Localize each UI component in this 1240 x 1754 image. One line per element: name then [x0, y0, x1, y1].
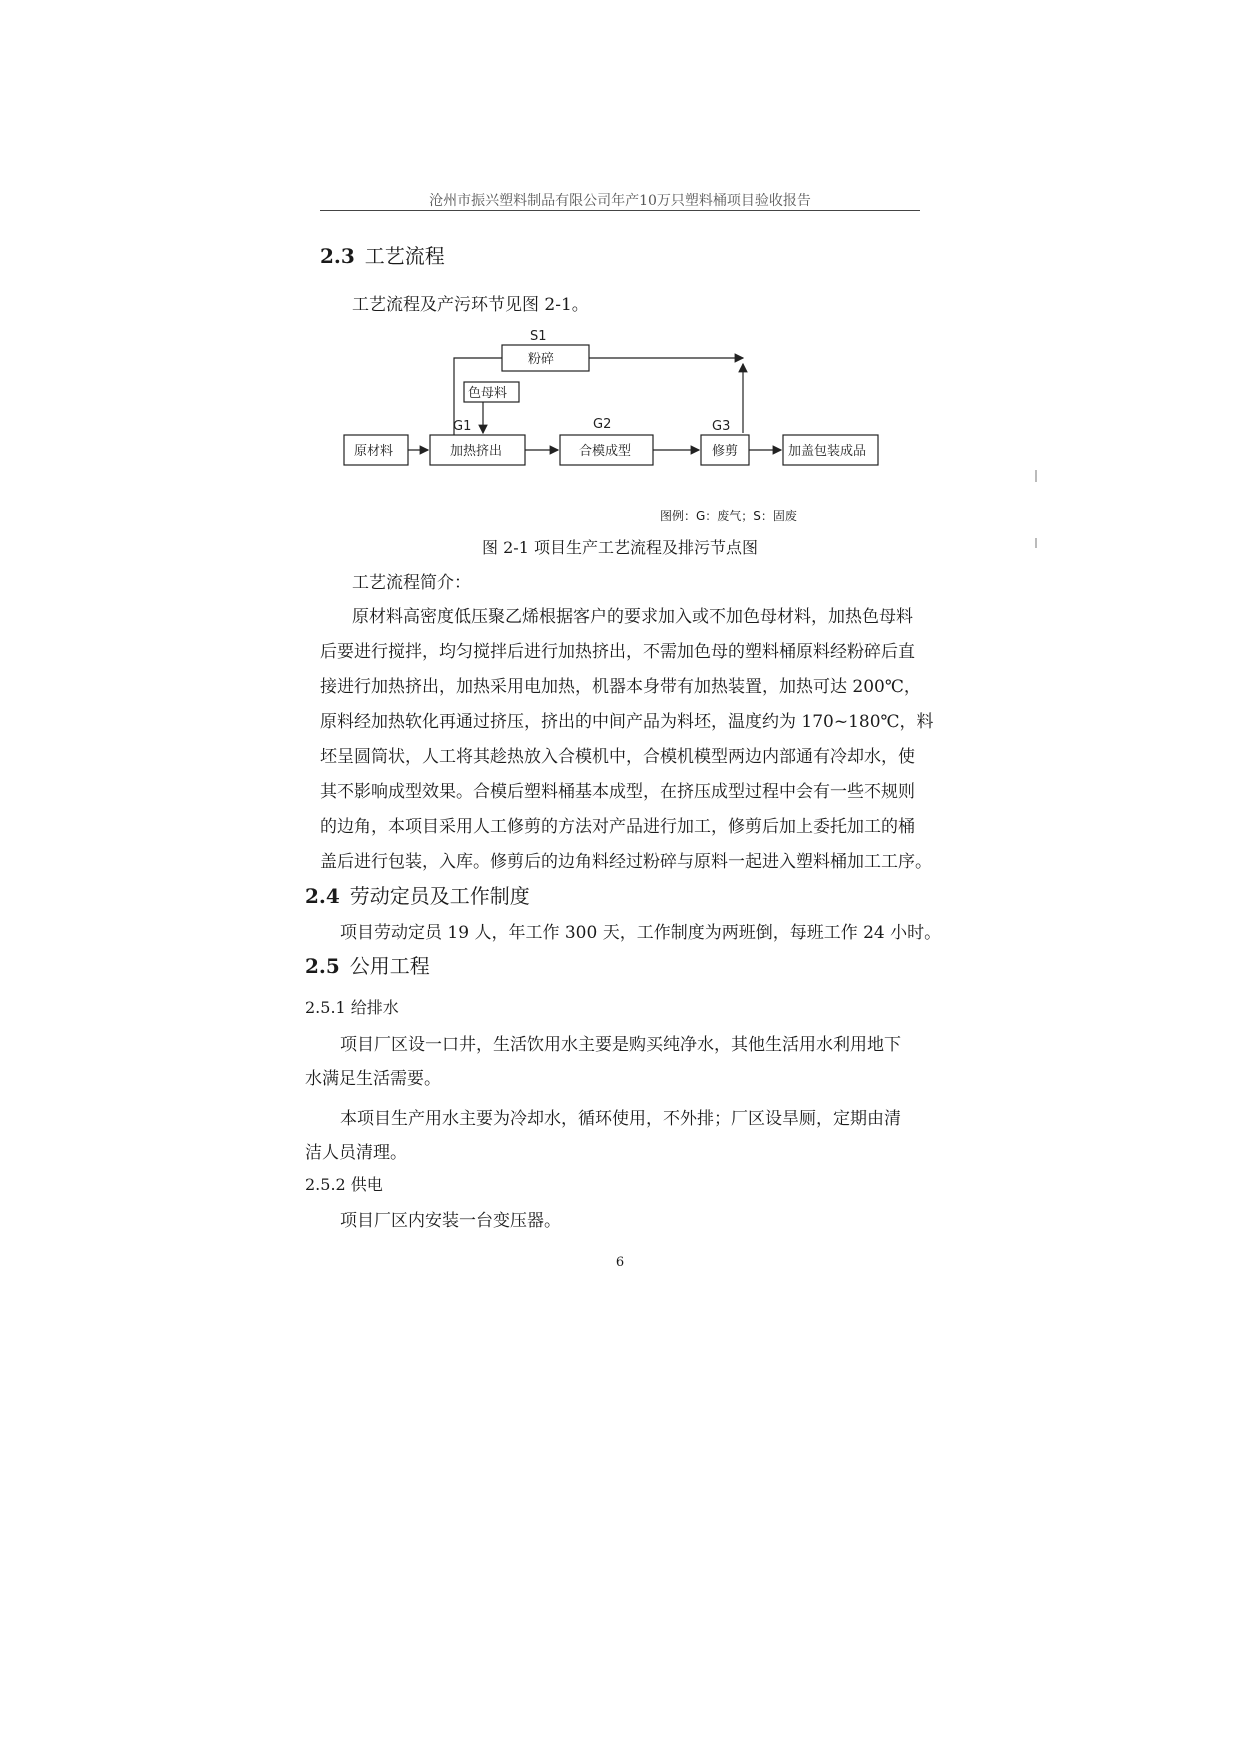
header-title: 沧州市振兴塑料制品有限公司年产10万只塑料桶项目验收报告: [429, 193, 811, 209]
label-s1: S1: [530, 329, 547, 344]
brief-line: 原材料高密度低压聚乙烯根据客户的要求加入或不加色母材料，加热色母料: [352, 607, 913, 627]
brief-line: 原料经加热软化再通过挤压，挤出的中间产品为料坯，温度约为 170~180℃，料: [320, 712, 934, 732]
brief-line: 后要进行搅拌，均匀搅拌后进行加热挤出，不需加色母的塑料桶原料经粉碎后直: [320, 642, 915, 662]
water-para-2-line: 洁人员清理。: [305, 1143, 407, 1163]
node-color: 色母料: [468, 386, 508, 401]
section-2-3-heading: [320, 240, 445, 269]
figure-caption: 图 2-1 项目生产工艺流程及排污节点图: [482, 538, 758, 557]
page-number: 6: [615, 1255, 625, 1270]
section-number: 2.5: [305, 954, 340, 978]
section-number: 2.3: [320, 244, 355, 268]
section-title: 劳动定员及工作制度: [349, 884, 530, 908]
process-flow-diagram: [354, 328, 890, 528]
power-text: 项目厂区内安装一台变压器。: [340, 1211, 561, 1231]
brief-line: 坯呈圆筒状，人工将其趁热放入合模机中，合模机模型两边内部通有冷却水，使: [320, 747, 915, 767]
header-rule: [320, 210, 920, 211]
brief-line: 的边角，本项目采用人工修剪的方法对产品进行加工，修剪后加上委托加工的桶: [320, 817, 915, 837]
section-title: 工艺流程: [364, 244, 445, 268]
subsection-2-5-2-heading: 2.5.2 供电: [305, 1175, 383, 1194]
figure-legend: 图例：G：废气；S：固废: [660, 509, 797, 523]
section-number: 2.4: [305, 884, 340, 908]
label-g2: G2: [593, 417, 612, 432]
water-para-2-line: 本项目生产用水主要为冷却水，循环使用，不外排；厂区设旱厕，定期由清: [340, 1109, 901, 1129]
section-intro: 工艺流程及产污环节见图 2-1。: [352, 295, 589, 315]
scan-artifact: [1035, 470, 1037, 482]
section-2-5-heading: [305, 950, 430, 979]
section-title: 公用工程: [349, 954, 430, 978]
brief-line: 接进行加热挤出，加热采用电加热，机器本身带有加热装置，加热可达 200℃，: [320, 677, 921, 697]
node-extrude: 加热挤出: [450, 444, 503, 459]
subsection-2-5-1-heading: 2.5.1 给排水: [305, 998, 399, 1017]
section-2-4-text: 项目劳动定员 19 人，年工作 300 天，工作制度为两班倒，每班工作 24 小时。: [340, 923, 942, 943]
water-para-1-line: 项目厂区设一口井，生活饮用水主要是购买纯净水，其他生活用水利用地下: [340, 1035, 901, 1055]
scan-artifact: [1035, 538, 1037, 548]
brief-line: 其不影响成型效果。合模后塑料桶基本成型，在挤压成型过程中会有一些不规则: [320, 782, 915, 802]
node-product: 加盖包装成品: [788, 444, 867, 459]
node-raw: 原材料: [354, 444, 394, 459]
node-mold: 合模成型: [579, 444, 632, 459]
label-g3: G3: [712, 419, 731, 434]
section-2-4-heading: [305, 880, 530, 909]
node-trim: 修剪: [712, 444, 739, 459]
brief-line: 盖后进行包装，入库。修剪后的边角料经过粉碎与原料一起进入塑料桶加工工序。: [320, 852, 932, 872]
node-crush: 粉碎: [528, 352, 555, 367]
label-g1: G1: [453, 419, 472, 434]
water-para-1-line: 水满足生活需要。: [305, 1069, 441, 1089]
brief-title: 工艺流程简介：: [352, 573, 471, 593]
